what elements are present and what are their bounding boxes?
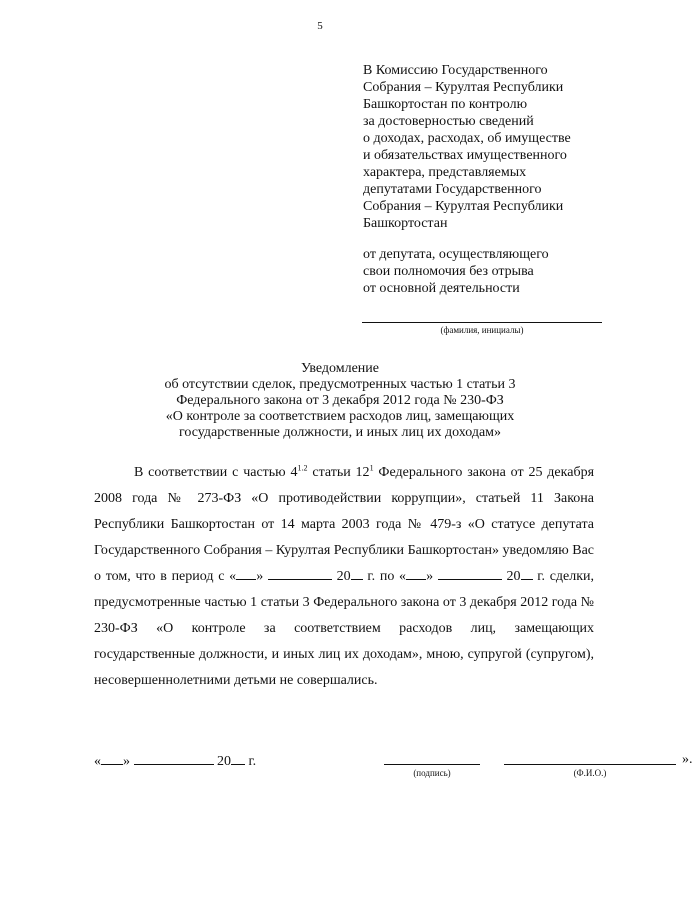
signature-caption: (подпись) [413,768,451,778]
notice-paragraph [94,460,594,694]
body-text: г. по « [362,569,407,584]
end-year-blank[interactable] [521,567,533,580]
addressee-block [363,62,628,232]
superscript: 1.2 [297,463,308,473]
addressee-line: Башкортостан [363,216,448,231]
end-month-blank[interactable] [438,567,502,580]
year-prefix: 20 [217,754,231,769]
addressee-line: Собрания – Курултая Республики [363,199,564,214]
signature-row [94,752,693,778]
title-line: государственные должности, и иных лиц их доходам» [178,425,502,440]
body-text: В соответствии с частью 4 [134,465,298,480]
sign-day-blank[interactable] [101,752,123,765]
body-text: Федерального закона от 25 декабря 2008 года № 273-ФЗ «О противодействии коррупции», статьей 11 Закона Республики Башкортостан от 14 марта 2003 года № 479-з «О статусе депутата Государственного Собрания – Курултая Республики Башкортостан» уведомляю Вас о том, что в период с « [94,465,595,584]
signature-date [94,752,256,770]
title-line: об отсутствии сделок, предусмотренных частью 1 статьи 3 [164,377,516,392]
sender-name-caption: (фамилия, инициалы) [440,325,524,335]
signature-line[interactable] [384,764,480,765]
notice-body [94,460,594,694]
addressee-line: В Комиссию Государственного [363,63,548,78]
start-month-blank[interactable] [268,567,332,580]
sender-line: свои полномочия без отрыва [363,264,534,279]
superscript: 1 [369,463,374,473]
addressee-line: за достоверностью сведений [363,114,534,129]
sign-year-blank[interactable] [231,752,245,765]
quote-open: « [94,754,101,769]
page-number: 5 [317,20,323,32]
start-year-blank[interactable] [351,567,363,580]
full-name-caption: (Ф.И.О.) [573,768,607,778]
body-text: статьи 12 [307,465,370,480]
start-day-blank[interactable] [236,567,256,580]
body-text: 20 [331,569,351,584]
closing-mark: ». [682,752,693,767]
end-day-blank[interactable] [406,567,426,580]
quote-close: » [123,754,130,769]
full-name-line[interactable] [504,764,676,765]
addressee-line: Башкортостан по контролю [363,97,528,112]
sender-line: от депутата, осуществляющего [363,247,549,262]
addressee-line: характера, представляемых [363,165,527,180]
addressee-line: о доходах, расходах, об имуществе [363,131,571,146]
title-line: «О контроле за соответствием расходов лиц, замещающих [165,409,515,424]
addressee-line: Собрания – Курултая Республики [363,80,564,95]
addressee-line: депутатами Государственного [363,182,542,197]
sender-block [363,246,628,297]
addressee-line: и обязательствах имущественного [363,148,567,163]
year-suffix: г. [248,754,257,769]
sender-line: от основной деятельности [363,281,520,296]
title-heading: Уведомление [300,361,379,376]
title-line: Федерального закона от 3 декабря 2012 года № 230-ФЗ [176,393,504,408]
sign-month-blank[interactable] [134,752,214,765]
body-text: » [256,569,268,584]
body-text: » [426,569,438,584]
body-text: г. сделки, предусмотренные частью 1 статьи 3 Федерального закона от 3 декабря 2012 года № 230-ФЗ «О контроле за соответствием расходов лиц, замещающих государственные должности, и иных лиц их доходам», мною, супругой (супругом), несовершеннолетними детьми не совершались. [94,569,595,688]
sender-name-line[interactable] [362,322,602,323]
body-text: 20 [501,569,521,584]
document-title [70,361,610,441]
